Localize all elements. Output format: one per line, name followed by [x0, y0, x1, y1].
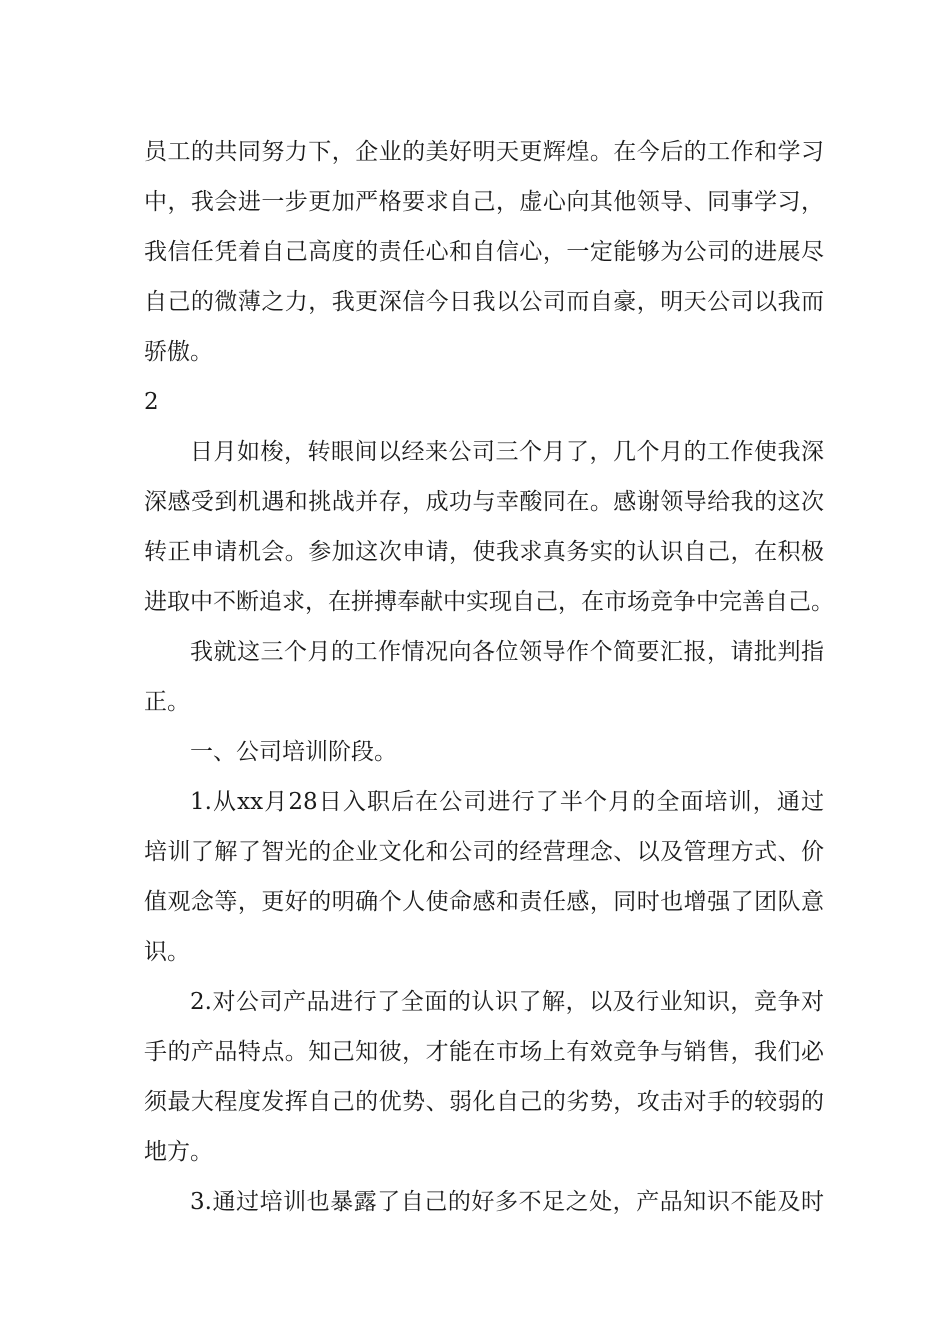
text-line: 我信任凭着自己高度的责任心和自信心，一定能够为公司的进展尽	[144, 239, 824, 265]
text-line: 我就这三个月的工作情况向各位领导作个简要汇报，请批判指	[190, 639, 824, 665]
text-line: 中，我会进一步更加严格要求自己，虚心向其他领导、同事学习，	[144, 189, 824, 215]
text-line: 深感受到机遇和挑战并存，成功与幸酸同在。感谢领导给我的这次	[144, 489, 824, 515]
text-line: 骄傲。	[144, 339, 213, 365]
text-line: 2.对公司产品进行了全面的认识了解，以及行业知识，竞争对	[190, 989, 824, 1015]
text-line: 值观念等，更好的明确个人使命感和责任感，同时也增强了团队意	[144, 889, 824, 915]
text-line: 正。	[144, 689, 190, 715]
text-line: 自己的微薄之力，我更深信今日我以公司而自豪，明天公司以我而	[144, 289, 824, 315]
text-line: 转正申请机会。参加这次申请，使我求真务实的认识自己，在积极	[144, 539, 824, 565]
text-line: 手的产品特点。知己知彼，才能在市场上有效竞争与销售，我们必	[144, 1039, 824, 1065]
text-line: 培训了解了智光的企业文化和公司的经营理念、以及管理方式、价	[144, 839, 824, 865]
section-heading: 一、公司培训阶段。	[190, 739, 397, 765]
text-line: 员工的共同努力下，企业的美好明天更辉煌。在今后的工作和学习	[144, 139, 824, 165]
text-line: 须最大程度发挥自己的优势、弱化自己的劣势，攻击对手的较弱的	[144, 1089, 824, 1115]
text-line: 日月如梭，转眼间以经来公司三个月了，几个月的工作使我深	[190, 439, 824, 465]
text-line: 1.从xx月28日入职后在公司进行了半个月的全面培训，通过	[190, 789, 824, 815]
text-line: 识。	[144, 939, 190, 965]
section-number: 2	[144, 389, 159, 415]
text-line: 地方。	[144, 1139, 213, 1165]
text-line: 进取中不断追求，在拼搏奉献中实现自己，在市场竞争中完善自己。	[144, 589, 834, 615]
text-line: 3.通过培训也暴露了自己的好多不足之处，产品知识不能及时	[190, 1189, 824, 1215]
